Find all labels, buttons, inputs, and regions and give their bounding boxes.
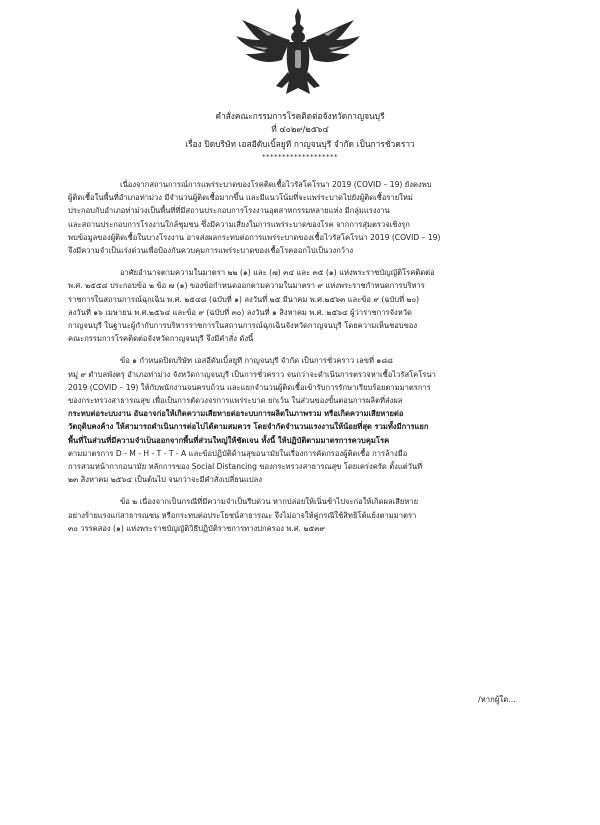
paragraph-2	[68, 266, 538, 345]
paragraph-line: ของกระทรวงสาธารณสุข เพื่อเป็นการตัดวงจรการแพร่ระบาด ยกเว้น ในส่วนของขั้นตอนการผลิตที่ส่งผล	[68, 396, 403, 406]
paragraph-line: การสวมหน้ากากอนามัย หลักการของ Social Distancing ของกระทรวงสาธารณสุข โดยเคร่งครัด ตั้งแต่วันที่	[68, 462, 423, 472]
continuation-note: /หากผู้ใด...	[478, 695, 516, 704]
document-body	[68, 178, 538, 544]
paragraph-line: ข้อ ๑ กำหนดปิดบริษัท เอสอีดับเบิ้ลยูที กาญจนบุรี จำกัด เป็นการชั่วคราว เลขที่ ๑๘๘	[120, 356, 393, 366]
paragraph-line: ตามมาตรการ D - M - H - T - T - A และข้อปฏิบัติด้านสุขอนามัยในเรื่องการคัดกรองผู้ติดเชื้อ การล้างมือ	[68, 448, 408, 458]
paragraph-line: ๓๐ วรรคสอง (๑) แห่งพระราชบัญญัติวิธีปฏิบัติราชการทางปกครอง พ.ศ. ๒๕๓๙	[68, 523, 325, 533]
paragraph-1	[68, 178, 538, 257]
paragraph-line: ลงวันที่ ๑๖ เมษายน พ.ศ.๒๕๖๔ และข้อ ๙ (ฉบับที่ ๓๐) ลงวันที่ ๑ สิงหาคม พ.ศ. ๒๕๖๔ ผู้ว่าราชการจังหวัด	[68, 307, 412, 317]
paragraph-line: คณะกรรมการโรคติดต่อจังหวัดกาญจนบุรี จึงมีคำสั่ง ดังนี้	[68, 334, 254, 344]
order-subject: เรื่อง ปิดบริษัท เอสอีดับเบิ้ลยูที กาญจนบุรี จำกัด เป็นการชั่วคราว	[185, 139, 415, 149]
paragraph-line: จึงมีความจำเป็นเร่งด่วนเพื่อป้องกันควบคุมการแพร่ระบาดของเชื้อโรคออกไปเป็นวงกว้าง	[68, 246, 354, 256]
paragraph-3	[68, 354, 538, 486]
garuda-emblem	[228, 6, 368, 98]
paragraph-line: ราชการในสถานการณ์ฉุกเฉิน พ.ศ. ๒๕๔๘ (ฉบับที่ ๑) ลงวันที่ ๒๕ มีนาคม พ.ศ.๒๕๖๓ และข้อ ๙ (ฉบับที่ ๒๐)	[68, 294, 420, 304]
paragraph-line: กระทบต่อระบบงาน อันอาจก่อให้เกิดความเสียหายต่อระบบการผลิตในภาพรวม หรือเกิดความเสียหายต่อ	[68, 409, 404, 419]
order-title: คำสั่งคณะกรรมการโรคติดต่อจังหวัดกาญจนบุรี	[215, 111, 385, 121]
paragraph-line: ผู้ติดเชื้อในพื้นที่อำเภอท่าม่วง มีจำนวนผู้ติดเชื้อมากขึ้น และมีแนวโน้มที่จะแพร่ระบาดไปยังผู้ติดเชื้อรายใหม่	[68, 193, 413, 203]
paragraph-line: กาญจนบุรี ในฐานะผู้กำกับการบริหารราชการในสถานการณ์ฉุกเฉินจังหวัดกาญจนบุรี โดยความเห็นชอบของ	[68, 321, 418, 331]
paragraph-line: ประกอบกับอำเภอท่าม่วงเป็นพื้นที่ที่มีสถานประกอบการโรงงานอุตสาหกรรมหลายแห่ง มีกลุ่มแรงงาน	[68, 206, 390, 216]
paragraph-line: วัตถุดิบคงค้าง ให้สามารถดำเนินการต่อไปได้ตามสมควร โดยจำกัดจำนวนแรงงานให้น้อยที่สุด รวมทั้งมีการแยก	[68, 422, 429, 432]
paragraph-line: 2019 (COVID – 19) ให้กับพนักงานจนครบถ้วน และแยกจำนวนผู้ติดเชื้อเข้ารับการรักษาเรียบร้อยตามมาตรการ	[68, 382, 431, 392]
paragraph-line: ข้อ ๒ เนื่องจากเป็นกรณีที่มีความจำเป็นรีบด่วน หากปล่อยให้เนิ่นช้าไปจะก่อให้เกิดผลเสียหาย	[120, 497, 419, 507]
star-divider: *******************	[262, 153, 338, 161]
paragraph-line: อาศัยอำนาจตามความในมาตรา ๒๒ (๑) และ (๗) ๓๔ และ ๓๕ (๑) แห่งพระราชบัญญัติโรคติดต่อ	[120, 268, 435, 278]
paragraph-line: พ.ศ. ๒๕๕๘ ประกอบข้อ ๒ ข้อ ๗ (๑) ของข้อกำหนดออกตามความในมาตรา ๙ แห่งพระราชกำหนดการบริหาร	[68, 281, 425, 291]
paragraph-4	[68, 495, 538, 535]
order-number: ที่ ๔๐๒๙/๒๕๖๔	[271, 124, 329, 134]
paragraph-line: และสถานประกอบการโรงงานใกล้ชุมชน ซึ่งมีความเสี่ยงในการแพร่ระบาดของโรค จากการสุ่มตรวจเชิงรุก	[68, 219, 410, 229]
paragraph-line: ๒๓ สิงหาคม ๒๕๖๔ เป็นต้นไป จนกว่าจะมีคำสั่งเปลี่ยนแปลง	[68, 475, 263, 485]
paragraph-line: หมู่ ๙ ตำบลพังตรุ อำเภอท่าม่วง จังหวัดกาญจนบุรี เป็นการชั่วคราว จนกว่าจะดำเนินการตรวจหาเชื้อไวรัสโคโรนา	[68, 369, 436, 379]
paragraph-line: พื้นที่ในส่วนที่มีความจำเป็นออกจากพื้นที่ส่วนใหญ่ให้ชัดเจน ทั้งนี้ ให้ปฏิบัติตามมาตรการควบคุมโรค	[68, 435, 390, 445]
paragraph-line: อย่างร้ายแรงแก่สาธารณชน หรือกระทบต่อประโยชน์สาธารณะ จึงไม่อาจให้คู่กรณีใช้สิทธิโต้แย้งตามมาตรา	[68, 510, 417, 520]
paragraph-line: เนื่องจากสถานการณ์การแพร่ระบาดของโรคติดเชื้อไวรัสโคโรนา 2019 (COVID – 19) ยังคงพบ	[120, 180, 432, 189]
paragraph-line: พบข้อมูลของผู้ติดเชื้อในบางโรงงาน อาจส่งผลกระทบต่อการแพร่ระบาดของเชื้อไวรัสโคโรนา 2019 (COVID – 19)	[68, 232, 441, 242]
